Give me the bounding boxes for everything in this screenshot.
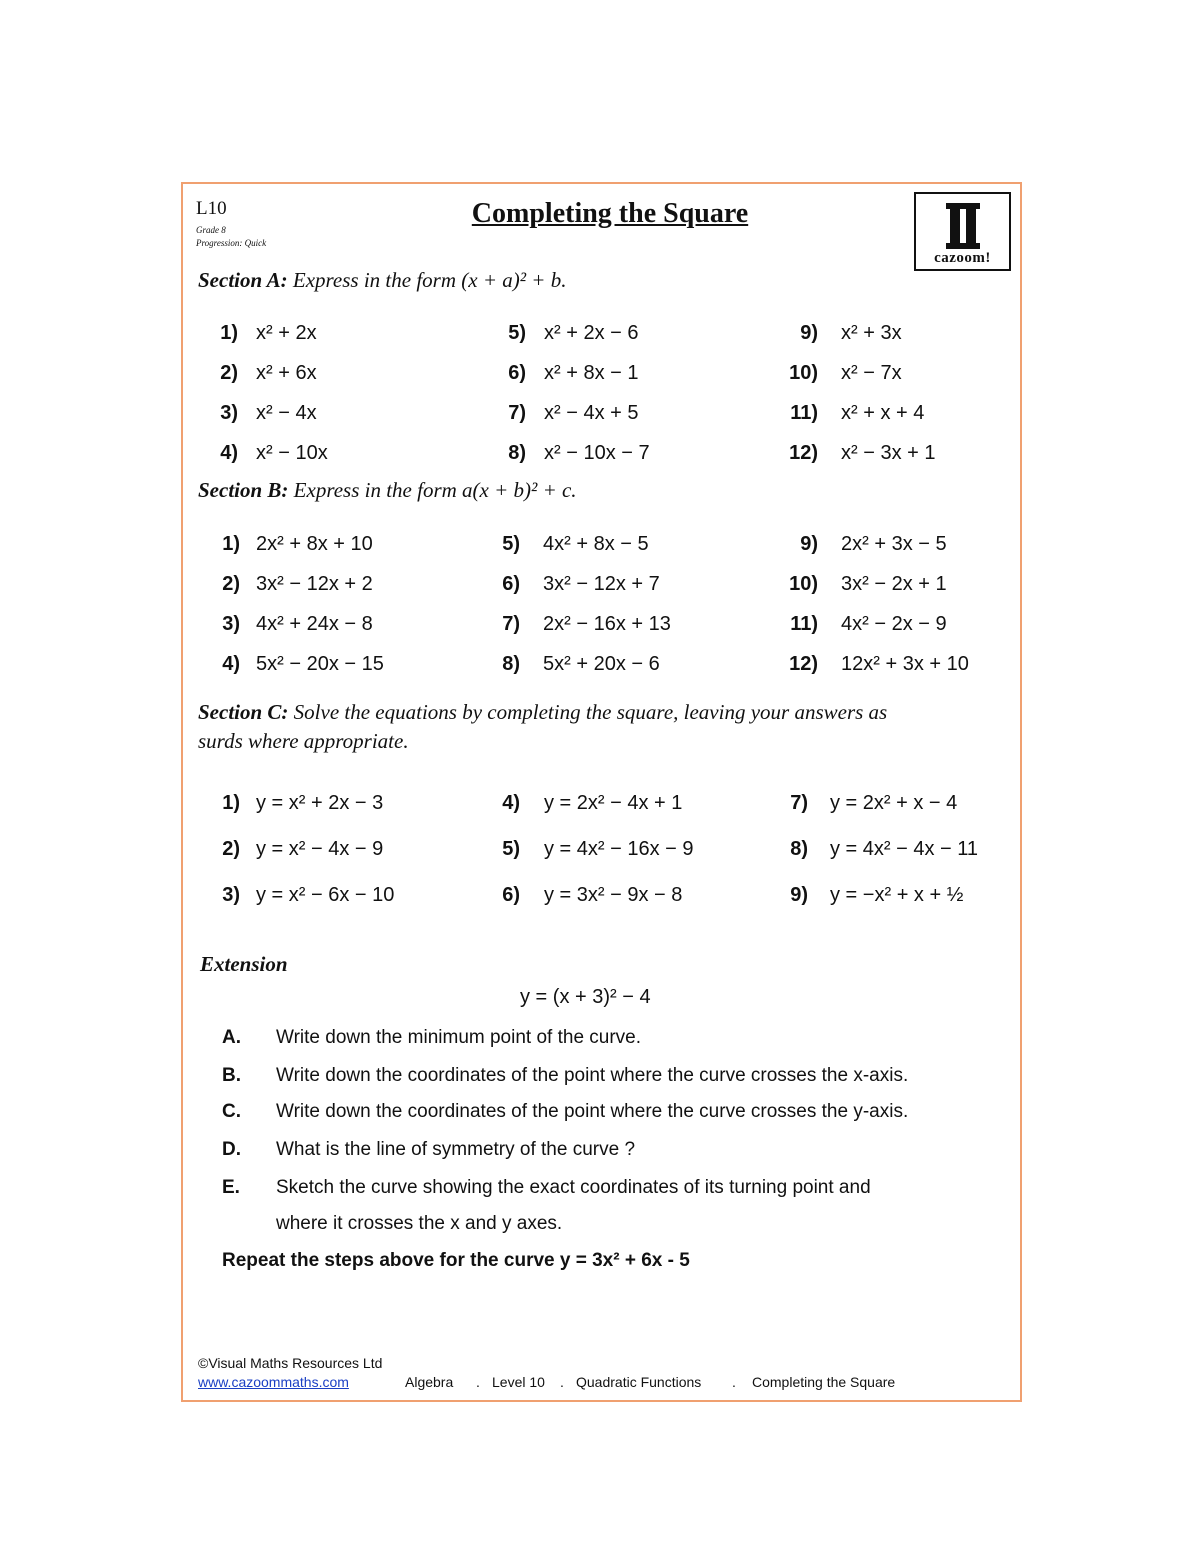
section-c-question-expression: y = 4x² − 16x − 9	[544, 838, 694, 860]
section-a-label: Section A:	[198, 268, 288, 292]
footer-level: Level 10	[492, 1374, 545, 1390]
footer-separator: .	[732, 1374, 736, 1390]
section-a-question-expression: x² + x + 4	[841, 402, 925, 424]
extension-item-text: Write down the minimum point of the curve.	[276, 1027, 642, 1048]
section-c-question-expression: y = 2x² + x − 4	[830, 792, 958, 814]
page-title: Completing the Square	[471, 198, 749, 229]
section-c-question-number: 1)	[222, 792, 240, 814]
section-a-question-expression: x² + 3x	[841, 322, 902, 344]
section-b-question-expression: 4x² + 24x − 8	[256, 613, 373, 635]
section-a-question-number: 7)	[508, 402, 526, 424]
section-c-question-number: 9)	[790, 884, 808, 906]
section-c-question-expression: y = 3x² − 9x − 8	[544, 884, 683, 906]
extension-item-letter: E.	[222, 1177, 240, 1198]
section-a-question-expression: x² + 2x − 6	[544, 322, 639, 344]
section-c-question-expression: y = x² − 6x − 10	[256, 884, 395, 906]
section-b-question-number: 5)	[502, 533, 520, 555]
section-b-question-number: 9)	[800, 533, 818, 555]
section-a-heading	[198, 268, 566, 293]
section-c-question-number: 5)	[502, 838, 520, 860]
website-link[interactable]: www.cazoommaths.com	[198, 1374, 349, 1390]
extension-item-letter: A.	[222, 1027, 241, 1048]
section-c-question-number: 6)	[502, 884, 520, 906]
cazoom-logo	[914, 192, 1011, 271]
section-b-question-expression: 2x² + 8x + 10	[256, 533, 373, 555]
section-b-question-number: 10)	[789, 573, 818, 595]
section-a-question-expression: x² − 4x	[256, 402, 317, 424]
section-a-question-expression: x² − 4x + 5	[544, 402, 639, 424]
section-a-question-expression: x² + 8x − 1	[544, 362, 639, 384]
section-b-question-number: 8)	[502, 653, 520, 675]
section-b-instruction: Express in the form a(x + b)² + c.	[293, 478, 577, 502]
section-c-instruction-line2: surds where appropriate.	[198, 729, 409, 753]
section-b-question-expression: 4x² − 2x − 9	[841, 613, 947, 635]
extension-item-text: Write down the coordinates of the point where the curve crosses the y-axis.	[276, 1101, 909, 1122]
section-c-question-number: 7)	[790, 792, 808, 814]
section-a-question-expression: x² + 2x	[256, 322, 317, 344]
section-a-question-expression: x² − 10x	[256, 442, 328, 464]
section-a-question-expression: x² − 7x	[841, 362, 902, 384]
section-c-question-number: 4)	[502, 792, 520, 814]
section-a-question-number: 11)	[790, 402, 818, 424]
section-b-question-expression: 3x² − 2x + 1	[841, 573, 947, 595]
grade-label: Grade 8	[196, 225, 226, 235]
section-c-question-expression: y = 4x² − 4x − 11	[830, 838, 979, 860]
extension-item-text: Sketch the curve showing the exact coordinates of its turning point and	[276, 1177, 871, 1198]
copyright: ©Visual Maths Resources Ltd	[198, 1355, 383, 1371]
section-b-question-expression: 5x² − 20x − 15	[256, 653, 384, 675]
section-a-question-number: 3)	[220, 402, 238, 424]
extension-item-text: Write down the coordinates of the point where the curve crosses the x-axis.	[276, 1065, 909, 1086]
logo-figure-icon	[946, 203, 980, 249]
section-a-question-number: 6)	[508, 362, 526, 384]
section-c-question-expression: y = x² + 2x − 3	[256, 792, 384, 814]
footer-subtopic: Completing the Square	[752, 1374, 896, 1390]
section-b-question-expression: 3x² − 12x + 2	[256, 573, 373, 595]
section-b-question-number: 12)	[789, 653, 818, 675]
section-b-question-expression: 12x² + 3x + 10	[841, 653, 969, 675]
section-b-question-number: 4)	[222, 653, 240, 675]
extension-heading: Extension	[200, 952, 288, 976]
section-b-label: Section B:	[198, 478, 289, 502]
footer-subject: Algebra	[405, 1374, 454, 1390]
section-c-question-number: 8)	[790, 838, 808, 860]
footer-separator: .	[560, 1374, 564, 1390]
section-a-question-number: 5)	[508, 322, 526, 344]
section-b-question-number: 2)	[222, 573, 240, 595]
section-b-question-expression: 3x² − 12x + 7	[543, 573, 660, 595]
progression-label: Progression: Quick	[196, 238, 267, 248]
extension-item-letter: C.	[222, 1101, 241, 1122]
section-b-question-expression: 2x² − 16x + 13	[543, 613, 671, 635]
footer-separator: .	[476, 1374, 480, 1390]
section-c-question-expression: y = −x² + x + ½	[830, 884, 964, 906]
footer-topic: Quadratic Functions	[576, 1374, 702, 1390]
section-b-heading	[198, 478, 577, 503]
section-a-question-expression: x² − 10x − 7	[544, 442, 650, 464]
extension-item-e-line2: where it crosses the x and y axes.	[276, 1213, 563, 1234]
section-a-question-expression: x² − 3x + 1	[841, 442, 936, 464]
extension-item-letter: B.	[222, 1065, 241, 1086]
section-a-instruction: Express in the form (x + a)² + b.	[292, 268, 567, 292]
section-c-question-number: 2)	[222, 838, 240, 860]
section-c-question-expression: y = x² − 4x − 9	[256, 838, 384, 860]
section-a-question-number: 9)	[800, 322, 818, 344]
section-b-question-expression: 5x² + 20x − 6	[543, 653, 660, 675]
section-a-question-number: 1)	[220, 322, 238, 344]
section-a-question-expression: x² + 6x	[256, 362, 317, 384]
section-b-question-number: 1)	[222, 533, 240, 555]
section-c-question-number: 3)	[222, 884, 240, 906]
section-b-question-number: 3)	[222, 613, 240, 635]
extension-equation: y = (x + 3)² − 4	[520, 986, 651, 1008]
section-b-question-number: 11)	[790, 613, 818, 635]
section-b-question-expression: 4x² + 8x − 5	[543, 533, 649, 555]
section-a-question-number: 10)	[789, 362, 818, 384]
section-b-question-expression: 2x² + 3x − 5	[841, 533, 947, 555]
section-c-heading	[198, 700, 887, 725]
section-c-question-expression: y = 2x² − 4x + 1	[544, 792, 683, 814]
extension-item-text: What is the line of symmetry of the curve ?	[276, 1139, 636, 1160]
section-b-question-number: 6)	[502, 573, 520, 595]
extension-item-letter: D.	[222, 1139, 241, 1160]
section-b-question-number: 7)	[502, 613, 520, 635]
section-c-label: Section C:	[198, 700, 289, 724]
worksheet-code: L10	[196, 198, 227, 219]
repeat-instruction: Repeat the steps above for the curve y = 3x² + 6x - 5	[222, 1250, 690, 1271]
section-a-question-number: 8)	[508, 442, 526, 464]
logo-text: cazoom!	[934, 250, 991, 266]
section-a-question-number: 2)	[220, 362, 238, 384]
section-a-question-number: 4)	[220, 442, 238, 464]
section-a-question-number: 12)	[789, 442, 818, 464]
section-c-instruction: Solve the equations by completing the square, leaving your answers as	[293, 700, 888, 724]
